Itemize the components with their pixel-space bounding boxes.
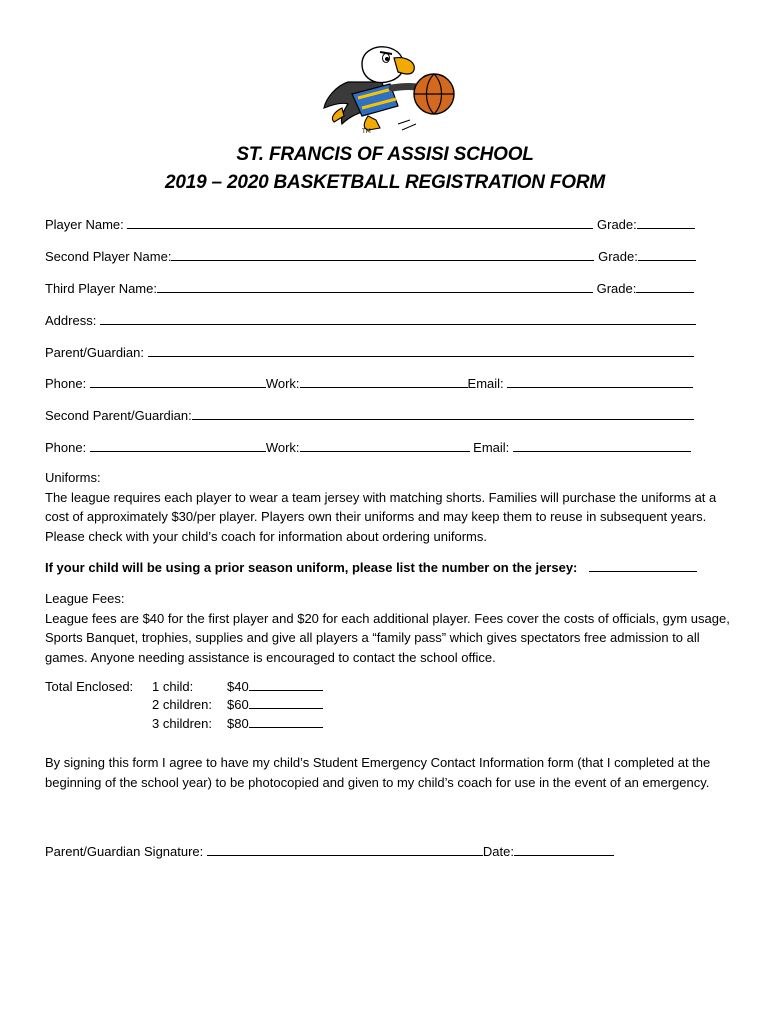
fee-row-label: 2 children:: [152, 697, 212, 712]
date-field[interactable]: [514, 843, 614, 856]
fee-row-amount: [227, 678, 323, 697]
second-parent-guardian-label: Second Parent/Guardian:: [45, 408, 192, 423]
fee-amount: $60: [227, 697, 249, 712]
fee-row-amount: [227, 696, 323, 715]
fee-amount-field[interactable]: [249, 696, 323, 709]
player-name-row: [45, 216, 695, 232]
league-fees-text: League fees are $40 for the first player and $20 for each additional player. Fees cover the costs of officials, gym usage, Sports Banquet, trophies, supplies and give all players a “family pass” which gives spectators free admission to all games. Anyone needing assistance is encouraged to contact the school office.: [45, 610, 730, 665]
second-parent-guardian-row: [45, 407, 694, 423]
form-title: 2019 – 2020 BASKETBALL REGISTRATION FORM: [164, 172, 605, 193]
trademark-label: TM: [362, 128, 371, 134]
third-player-name-label: Third Player Name:: [45, 281, 157, 296]
fee-row: [152, 678, 193, 697]
fee-row: [152, 715, 212, 734]
fee-amount: $40: [227, 679, 249, 694]
parent-guardian-label: Parent/Guardian:: [45, 345, 145, 360]
fee-amount-field[interactable]: [249, 678, 323, 691]
league-fees-section: [45, 589, 735, 667]
second-phone-row: [45, 439, 691, 455]
fee-row-amount: [227, 715, 323, 734]
school-title: ST. FRANCIS OF ASSISI SCHOOL: [236, 144, 534, 165]
second-work-field[interactable]: [300, 439, 470, 452]
fee-row-label: 3 children:: [152, 716, 212, 731]
third-player-name-row: [45, 280, 694, 296]
player-name-label: Player Name:: [45, 217, 124, 232]
second-player-name-row: [45, 248, 696, 264]
third-player-name-field[interactable]: [157, 280, 593, 293]
second-grade-field[interactable]: [638, 248, 696, 261]
email-label: Email:: [473, 440, 510, 455]
jersey-number-field[interactable]: [589, 559, 697, 572]
fee-row: [152, 696, 212, 715]
grade-field[interactable]: [637, 216, 695, 229]
fee-row-label: 1 child:: [152, 679, 194, 694]
second-player-name-field[interactable]: [171, 248, 594, 261]
email-field[interactable]: [507, 375, 693, 388]
second-parent-guardian-field[interactable]: [192, 407, 694, 420]
address-label: Address:: [45, 313, 97, 328]
phone-label: Phone:: [45, 440, 87, 455]
prior-uniform-label: If your child will be using a prior season uniform, please list the number on the jersey:: [45, 560, 578, 575]
phone-field[interactable]: [90, 375, 266, 388]
league-fees-heading: League Fees:: [45, 591, 125, 606]
address-row: [45, 312, 696, 328]
grade-label: Grade:: [598, 249, 638, 264]
work-label: Work:: [265, 440, 300, 455]
fee-amount: $80: [227, 716, 249, 731]
address-field[interactable]: [100, 312, 696, 325]
phone-label: Phone:: [45, 376, 87, 391]
uniforms-text: The league requires each player to wear a team jersey with matching shorts. Families will purchase the uniforms at a cost of approximately $30/per player. Players own their uniforms and may keep them to reuse in subsequent years. Please check with your child’s coach for information about ordering uniforms.: [45, 489, 717, 544]
consent-paragraph: By signing this form I agree to have my child’s Student Emergency Contact Information form (that I completed at the beginning of the school year) to be photocopied and given to my child’s coach for use in the event of an emergency.: [45, 755, 711, 790]
second-phone-field[interactable]: [90, 439, 266, 452]
date-label: Date:: [482, 844, 514, 859]
signature-label: Parent/Guardian Signature:: [45, 844, 204, 859]
signature-row: [45, 843, 614, 859]
parent-guardian-field[interactable]: [148, 344, 694, 357]
total-enclosed-label: Total Enclosed:: [45, 679, 134, 694]
third-grade-field[interactable]: [636, 280, 694, 293]
phone-row: [45, 375, 693, 391]
grade-label: Grade:: [597, 217, 637, 232]
second-email-field[interactable]: [513, 439, 691, 452]
email-label: Email:: [467, 376, 504, 391]
work-label: Work:: [265, 376, 300, 391]
work-field[interactable]: [300, 375, 468, 388]
eagle-basketball-mascot-icon: [318, 42, 458, 134]
signature-field[interactable]: [207, 843, 483, 856]
second-player-name-label: Second Player Name:: [45, 249, 172, 264]
fee-amount-field[interactable]: [249, 715, 323, 728]
player-name-field[interactable]: [127, 216, 593, 229]
parent-guardian-row: [45, 344, 694, 360]
uniforms-section: [45, 468, 735, 546]
uniforms-heading: Uniforms:: [45, 470, 101, 485]
prior-uniform-row: [45, 559, 697, 575]
grade-label: Grade:: [596, 281, 637, 296]
